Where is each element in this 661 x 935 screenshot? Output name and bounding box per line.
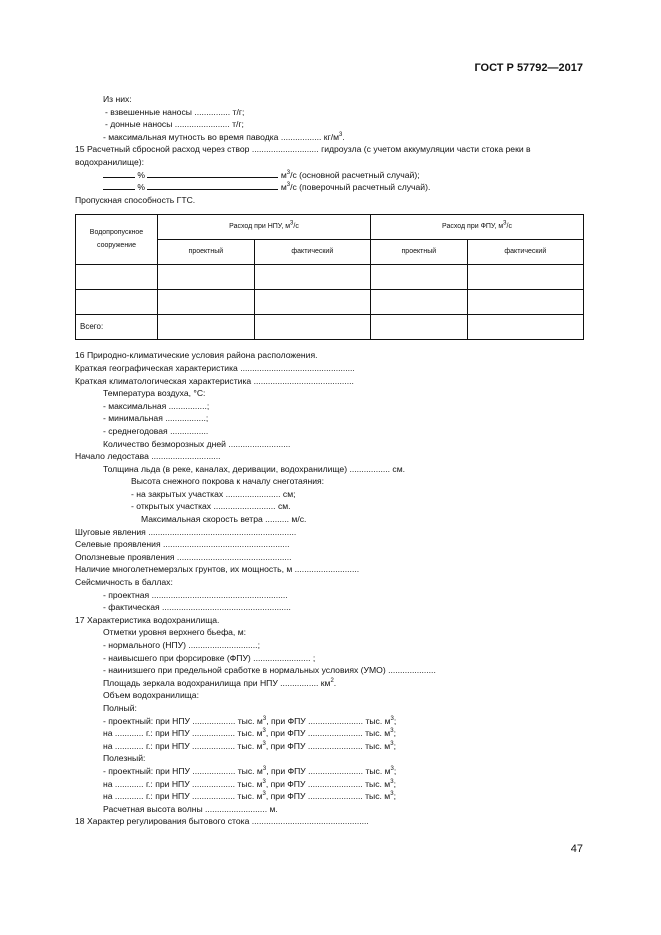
- col-fpu-design: проектный: [370, 240, 467, 265]
- table-cell[interactable]: [254, 315, 370, 340]
- table-cell[interactable]: [467, 315, 583, 340]
- bed-sediment-line: - донные наносы ....................... т/г;: [105, 119, 244, 130]
- max-turbidity-line: - максимальная мутность во время паводка ................. $кг/м^3$.: [103, 131, 345, 142]
- temp-max-line: - максимальная ................;: [103, 400, 210, 411]
- snow-depth-heading: Высота снежного покрова к началу снеготаяния:: [131, 476, 325, 487]
- level-fpu-line: - наивысшего при форсировке (ФПУ) ........................ ;: [103, 652, 316, 663]
- total-label: Всего:: [76, 315, 158, 340]
- volume-useful-design: - проектный: при НПУ .................. тыс. $м^3$, при ФПУ ....................... тыс. $м^3$;: [103, 765, 397, 776]
- discharge-blank-check[interactable]: [147, 181, 278, 190]
- seismic-heading: Сейсмичность в баллах:: [75, 577, 173, 588]
- volume-useful-heading: Полезный:: [103, 753, 146, 764]
- document-code: ГОСТ Р 57792—2017: [474, 62, 583, 74]
- climate-heading: 16 Природно-климатические условия района расположения.: [75, 350, 318, 361]
- col-npu-actual: фактический: [254, 240, 370, 265]
- area-line: Площадь зеркала водохранилища при НПУ ................ $км^2$.: [103, 677, 337, 688]
- wave-height-line: Расчетная высота волны .......................... м.: [103, 803, 278, 814]
- volume-full-design: - проектный: при НПУ .................. тыс. $м^3$, при ФПУ ....................... тыс. $м^3$;: [103, 715, 397, 726]
- geo-line: Краткая географическая характеристика ................................................: [75, 362, 355, 373]
- table-cell[interactable]: [467, 290, 583, 315]
- col-npu-design: проектный: [158, 240, 255, 265]
- discharge-check-case: % $м^3/с$ (поверочный расчетный случай).: [75, 181, 583, 194]
- discharge-title: 15 Расчетный сбросной расход через створ ............................ гидроузла (с учетом аккумуляции части стока реки в водохранилище):: [75, 144, 531, 167]
- seismic-actual-line: - фактическая ......................................................: [103, 602, 291, 613]
- ice-thickness-line: Толщина льда (в реке, каналах, деривации, водохранилище) ................. см.: [103, 463, 406, 474]
- capacity-table: [75, 214, 584, 340]
- capacity-caption: Пропускная способность ГТС.: [75, 194, 196, 205]
- table-cell[interactable]: [158, 315, 255, 340]
- snow-closed-line: - на закрытых участках ....................... см;: [131, 488, 296, 499]
- table-cell[interactable]: [158, 265, 255, 290]
- percent-blank-check[interactable]: [103, 181, 135, 190]
- temp-avg-line: - среднегодовая ................: [103, 425, 209, 436]
- table-row: [76, 265, 584, 290]
- levels-heading: Отметки уровня верхнего бьефа, м:: [103, 627, 246, 638]
- table-cell[interactable]: [467, 265, 583, 290]
- col-fpu: Расход при ФПУ, $м^3/с$: [370, 215, 583, 240]
- climate-line: Краткая климатологическая характеристика ..........................................: [75, 375, 354, 386]
- volume-full-year-1: на ............ г.: при НПУ .................. тыс. $м^3$, при ФПУ ....................... тыс. $м^3$;: [103, 728, 396, 739]
- wind-speed-line: Максимальная скорость ветра .......... м/с.: [141, 514, 307, 525]
- volume-full-year-2: на ............ г.: при НПУ .................. тыс. $м^3$, при ФПУ ....................... тыс. $м^3$;: [103, 740, 396, 751]
- air-temp-heading: Температура воздуха, °С:: [103, 388, 206, 399]
- discharge-blank-main[interactable]: [147, 169, 278, 178]
- permafrost-line: Наличие многолетнемерзлых грунтов, их мощность, м ...........................: [75, 564, 360, 575]
- snow-open-line: - открытых участках .......................... см.: [131, 501, 291, 512]
- freeze-start-line: Начало ледостава .............................: [75, 451, 221, 462]
- table-cell[interactable]: [254, 265, 370, 290]
- frost-free-line: Количество безморозных дней ..........................: [103, 438, 291, 449]
- table-row: [76, 290, 584, 315]
- col-structure: Водопропускное сооружение: [76, 215, 158, 265]
- volume-full-heading: Полный:: [103, 702, 137, 713]
- table-cell[interactable]: [254, 290, 370, 315]
- table-cell[interactable]: [370, 265, 467, 290]
- slush-line: Шуговые явления ..............................................................: [75, 526, 297, 537]
- table-cell[interactable]: [76, 265, 158, 290]
- volume-useful-year-2: на ............ г.: при НПУ .................. тыс. $м^3$, при ФПУ ....................... тыс. $м^3$;: [103, 791, 396, 802]
- table-cell[interactable]: [158, 290, 255, 315]
- suspended-sediment-line: - взвешенные наносы ............... т/г;: [105, 106, 245, 117]
- temp-min-line: - минимальная .................;: [103, 413, 209, 424]
- seismic-design-line: - проектная .........................................................: [103, 589, 288, 600]
- flow-regulation-line: 18 Характер регулирования бытового стока .................................................: [75, 816, 369, 827]
- mudflow-line: Селевые проявления .....................................................: [75, 539, 290, 550]
- table-cell[interactable]: [76, 290, 158, 315]
- col-fpu-actual: фактический: [467, 240, 583, 265]
- col-npu: Расход при НПУ, $м^3/с$: [158, 215, 371, 240]
- level-umo-line: - наинизшего при предельной сработке в нормальных условиях (УМО) ....................: [103, 665, 436, 676]
- percent-blank-main[interactable]: [103, 169, 135, 178]
- reservoir-heading: 17 Характеристика водохранилища.: [75, 614, 220, 625]
- form-content: [75, 93, 583, 828]
- level-npu-line: - нормального (НПУ) .............................;: [103, 640, 260, 650]
- table-row-total: [76, 315, 584, 340]
- landslide-line: Оползневые проявления ................................................: [75, 551, 292, 562]
- table-cell[interactable]: [370, 315, 467, 340]
- page-number: 47: [570, 843, 583, 855]
- table-cell[interactable]: [370, 290, 467, 315]
- sediment-heading: Из них:: [103, 94, 132, 104]
- volume-heading: Объем водохранилища:: [103, 690, 199, 701]
- volume-useful-year-1: на ............ г.: при НПУ .................. тыс. $м^3$, при ФПУ ....................... тыс. $м^3$;: [103, 778, 396, 789]
- discharge-main-case: % $м^3/с$ (основной расчетный случай);: [75, 169, 583, 182]
